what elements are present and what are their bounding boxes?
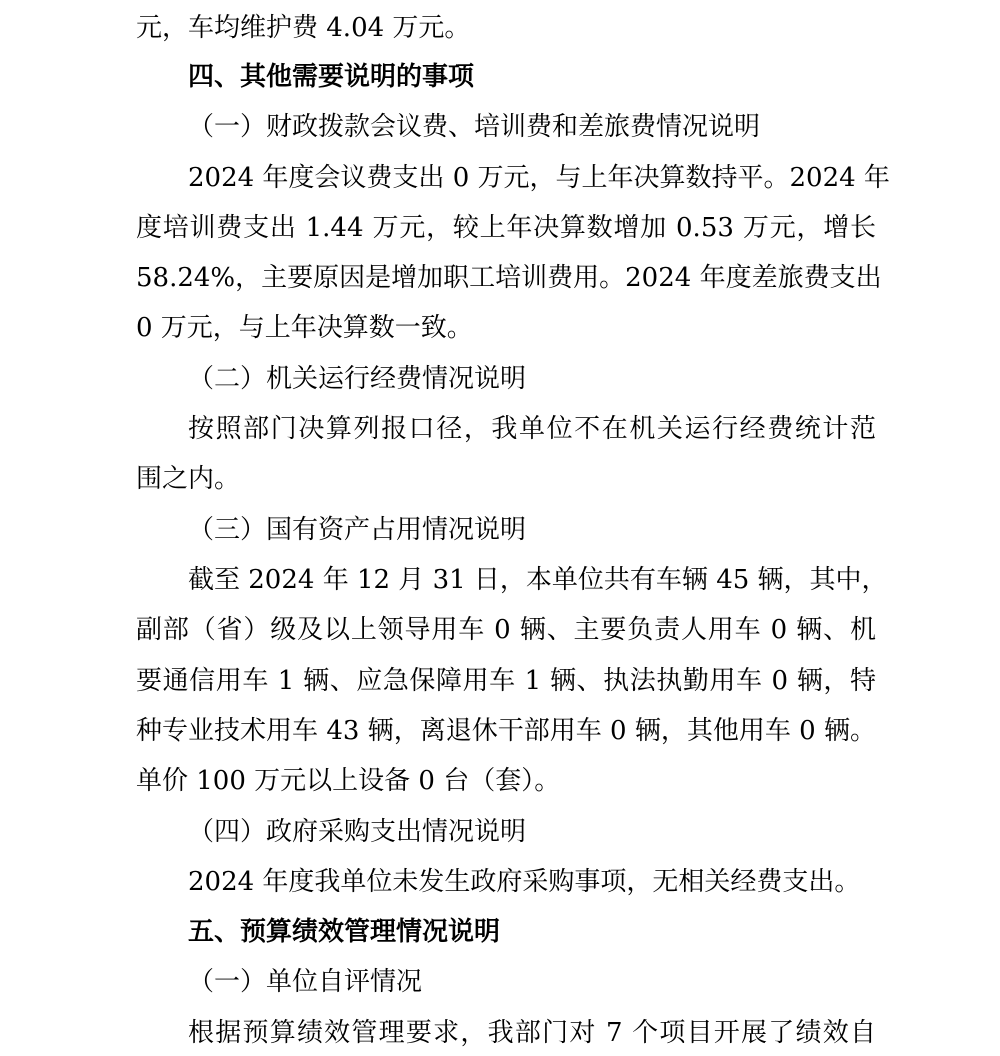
body-text-line: 0 万元，与上年决算数一致。 [136,313,473,343]
body-text-line: 58.24%，主要原因是增加职工培训费用。2024 年度差旅费支出 [136,263,882,293]
body-text-line: 元，车均维护费 4.04 万元。 [136,13,471,43]
body-text-line: 副部（省）级及以上领导用车 0 辆、主要负责人用车 0 辆、机 [136,615,876,645]
subsection-heading: （一）单位自评情况 [188,967,423,997]
body-text-line: 2024 年度会议费支出 0 万元，与上年决算数持平。2024 年 [188,163,890,193]
body-text-line: 按照部门决算列报口径，我单位不在机关运行经费统计范 [188,414,876,444]
body-text-line: 度培训费支出 1.44 万元，较上年决算数增加 0.53 万元，增长 [136,213,876,243]
subsection-heading: （一）财政拨款会议费、培训费和差旅费情况说明 [188,112,761,142]
body-text-line: 围之内。 [136,464,241,494]
body-text-line: 根据预算绩效管理要求，我部门对 7 个项目开展了绩效自 [188,1018,876,1048]
body-text-line: 单价 100 万元以上设备 0 台（套）。 [136,766,561,796]
subsection-heading: （四）政府采购支出情况说明 [188,817,527,847]
body-text-line: 种专业技术用车 43 辆，离退休干部用车 0 辆，其他用车 0 辆。 [136,716,876,746]
subsection-heading: （三）国有资产占用情况说明 [188,515,527,545]
subsection-heading: （二）机关运行经费情况说明 [188,364,527,394]
section-heading: 四、其他需要说明的事项 [188,62,475,92]
body-text-line: 2024 年度我单位未发生政府采购事项，无相关经费支出。 [188,867,861,897]
section-heading: 五、预算绩效管理情况说明 [188,917,501,947]
body-text-line: 要通信用车 1 辆、应急保障用车 1 辆、执法执勤用车 0 辆，特 [136,666,876,696]
body-text-line: 截至 2024 年 12 月 31 日，本单位共有车辆 45 辆，其中， [188,565,888,595]
